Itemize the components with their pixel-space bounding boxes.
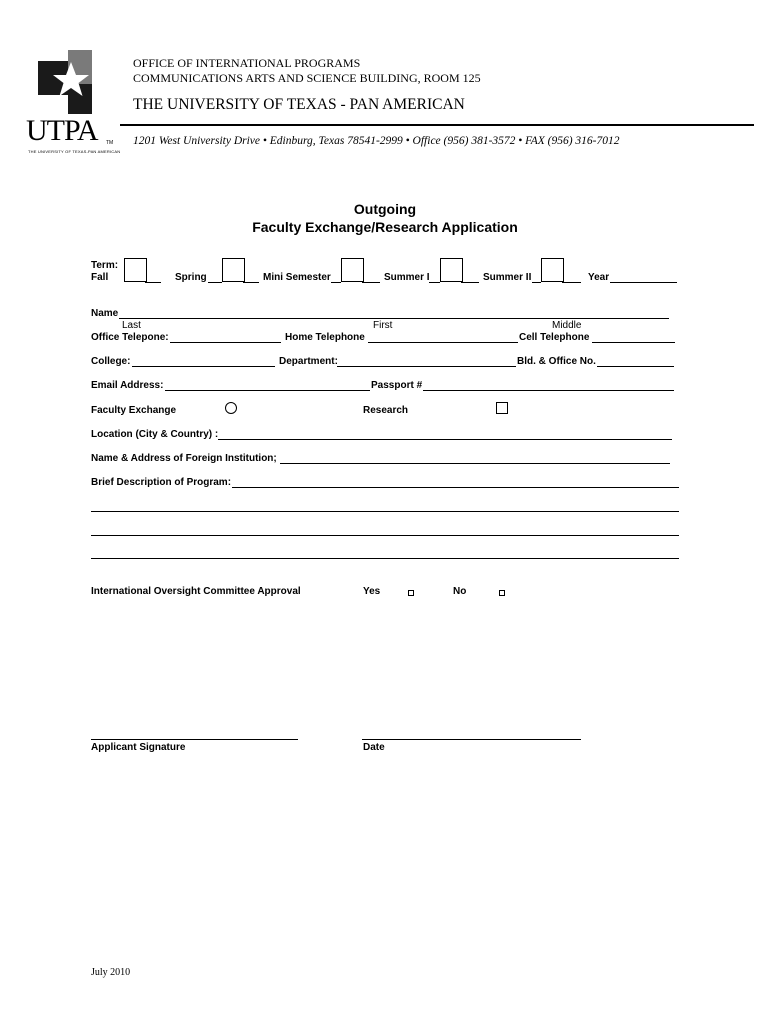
- term-spring-label: Spring: [175, 272, 207, 283]
- email-label: Email Address:: [91, 380, 164, 391]
- approval-label: International Oversight Committee Approval: [91, 586, 301, 597]
- approval-yes-label: Yes: [363, 586, 381, 597]
- home-phone-label: Home Telephone: [285, 332, 365, 343]
- term-label: Term:: [91, 260, 119, 271]
- term-summer1-label: Summer I: [384, 272, 430, 283]
- term-mini-line-b: [362, 282, 380, 283]
- term-fall-label: Fall: [91, 272, 109, 283]
- term-mini-label: Mini Semester: [263, 272, 331, 283]
- brief-description-line-3[interactable]: [91, 535, 679, 536]
- logo-mark: [38, 50, 98, 118]
- email-field[interactable]: [165, 390, 370, 391]
- term-summer1-checkbox[interactable]: [440, 258, 463, 282]
- office-phone-field[interactable]: [170, 342, 281, 343]
- research-checkbox[interactable]: [496, 402, 508, 414]
- approval-no-checkbox[interactable]: [499, 590, 505, 596]
- passport-label: Passport #: [371, 380, 423, 391]
- faculty-exchange-label: Faculty Exchange: [91, 405, 177, 416]
- foreign-institution-label: Name & Address of Foreign Institution;: [91, 453, 277, 464]
- brief-description-field[interactable]: [232, 487, 679, 488]
- term-mini-checkbox[interactable]: [341, 258, 364, 282]
- name-label: Name: [91, 308, 119, 319]
- research-label: Research: [363, 405, 409, 416]
- term-fall-checkbox[interactable]: [124, 258, 147, 282]
- term-mini-line-a: [331, 282, 341, 283]
- foreign-institution-field[interactable]: [280, 463, 670, 464]
- date-label: Date: [363, 742, 385, 753]
- footer-date: July 2010: [91, 967, 131, 978]
- name-last-caption: Last: [122, 320, 141, 331]
- name-middle-caption: Middle: [552, 320, 582, 331]
- approval-yes-checkbox[interactable]: [408, 590, 414, 596]
- term-year-label: Year: [588, 272, 610, 283]
- term-year-field[interactable]: [610, 282, 677, 283]
- location-field[interactable]: [218, 439, 672, 440]
- bld-office-field[interactable]: [597, 366, 674, 367]
- form-title-line1: Outgoing: [353, 201, 417, 217]
- term-fall-line: [145, 282, 161, 283]
- applicant-signature-field[interactable]: [91, 739, 298, 740]
- office-address: 1201 West University Drive • Edinburg, Texas 78541-2999 • Office (956) 381-3572 • FAX (956) 316-7012: [133, 135, 620, 147]
- department-label: Department:: [279, 356, 338, 367]
- letterhead-rule: [120, 124, 754, 126]
- term-summer2-checkbox[interactable]: [541, 258, 564, 282]
- date-field[interactable]: [362, 739, 581, 740]
- approval-no-label: No: [453, 586, 467, 597]
- office-phone-label: Office Telepone:: [91, 332, 169, 343]
- brief-description-line-4[interactable]: [91, 558, 679, 559]
- college-field[interactable]: [132, 366, 275, 367]
- term-summer1-line-a: [429, 282, 440, 283]
- bld-office-label: Bld. & Office No.: [517, 356, 596, 367]
- brief-description-line-2[interactable]: [91, 511, 679, 512]
- passport-field[interactable]: [423, 390, 674, 391]
- department-field[interactable]: [337, 366, 516, 367]
- location-label: Location (City & Country) :: [91, 429, 219, 440]
- office-building: COMMUNICATIONS ARTS AND SCIENCE BUILDING, ROOM 125: [133, 71, 481, 85]
- logo-tm: TM: [106, 140, 114, 146]
- cell-phone-label: Cell Telephone: [519, 332, 590, 343]
- term-spring-line-a: [208, 282, 222, 283]
- term-summer2-line-b: [562, 282, 581, 283]
- name-first-caption: First: [373, 320, 393, 331]
- faculty-exchange-radio[interactable]: [225, 402, 237, 414]
- cell-phone-field[interactable]: [592, 342, 675, 343]
- college-label: College:: [91, 356, 131, 367]
- star-icon: [51, 60, 91, 100]
- logo-wordmark: UTPA: [26, 114, 98, 147]
- office-name: OFFICE OF INTERNATIONAL PROGRAMS: [133, 56, 361, 70]
- term-spring-checkbox[interactable]: [222, 258, 245, 282]
- term-summer2-line-a: [532, 282, 541, 283]
- logo-subtitle: THE UNIVERSITY OF TEXAS-PAN AMERICAN: [28, 149, 121, 154]
- university-name: THE UNIVERSITY OF TEXAS - PAN AMERICAN: [133, 96, 465, 113]
- brief-description-label: Brief Description of Program:: [91, 477, 232, 488]
- term-summer1-line-b: [461, 282, 479, 283]
- name-field[interactable]: [119, 318, 669, 319]
- applicant-signature-label: Applicant Signature: [91, 742, 186, 753]
- home-phone-field[interactable]: [368, 342, 518, 343]
- term-summer2-label: Summer II: [483, 272, 532, 283]
- form-title-line2: Faculty Exchange/Research Application: [252, 219, 518, 235]
- term-spring-line-b: [243, 282, 259, 283]
